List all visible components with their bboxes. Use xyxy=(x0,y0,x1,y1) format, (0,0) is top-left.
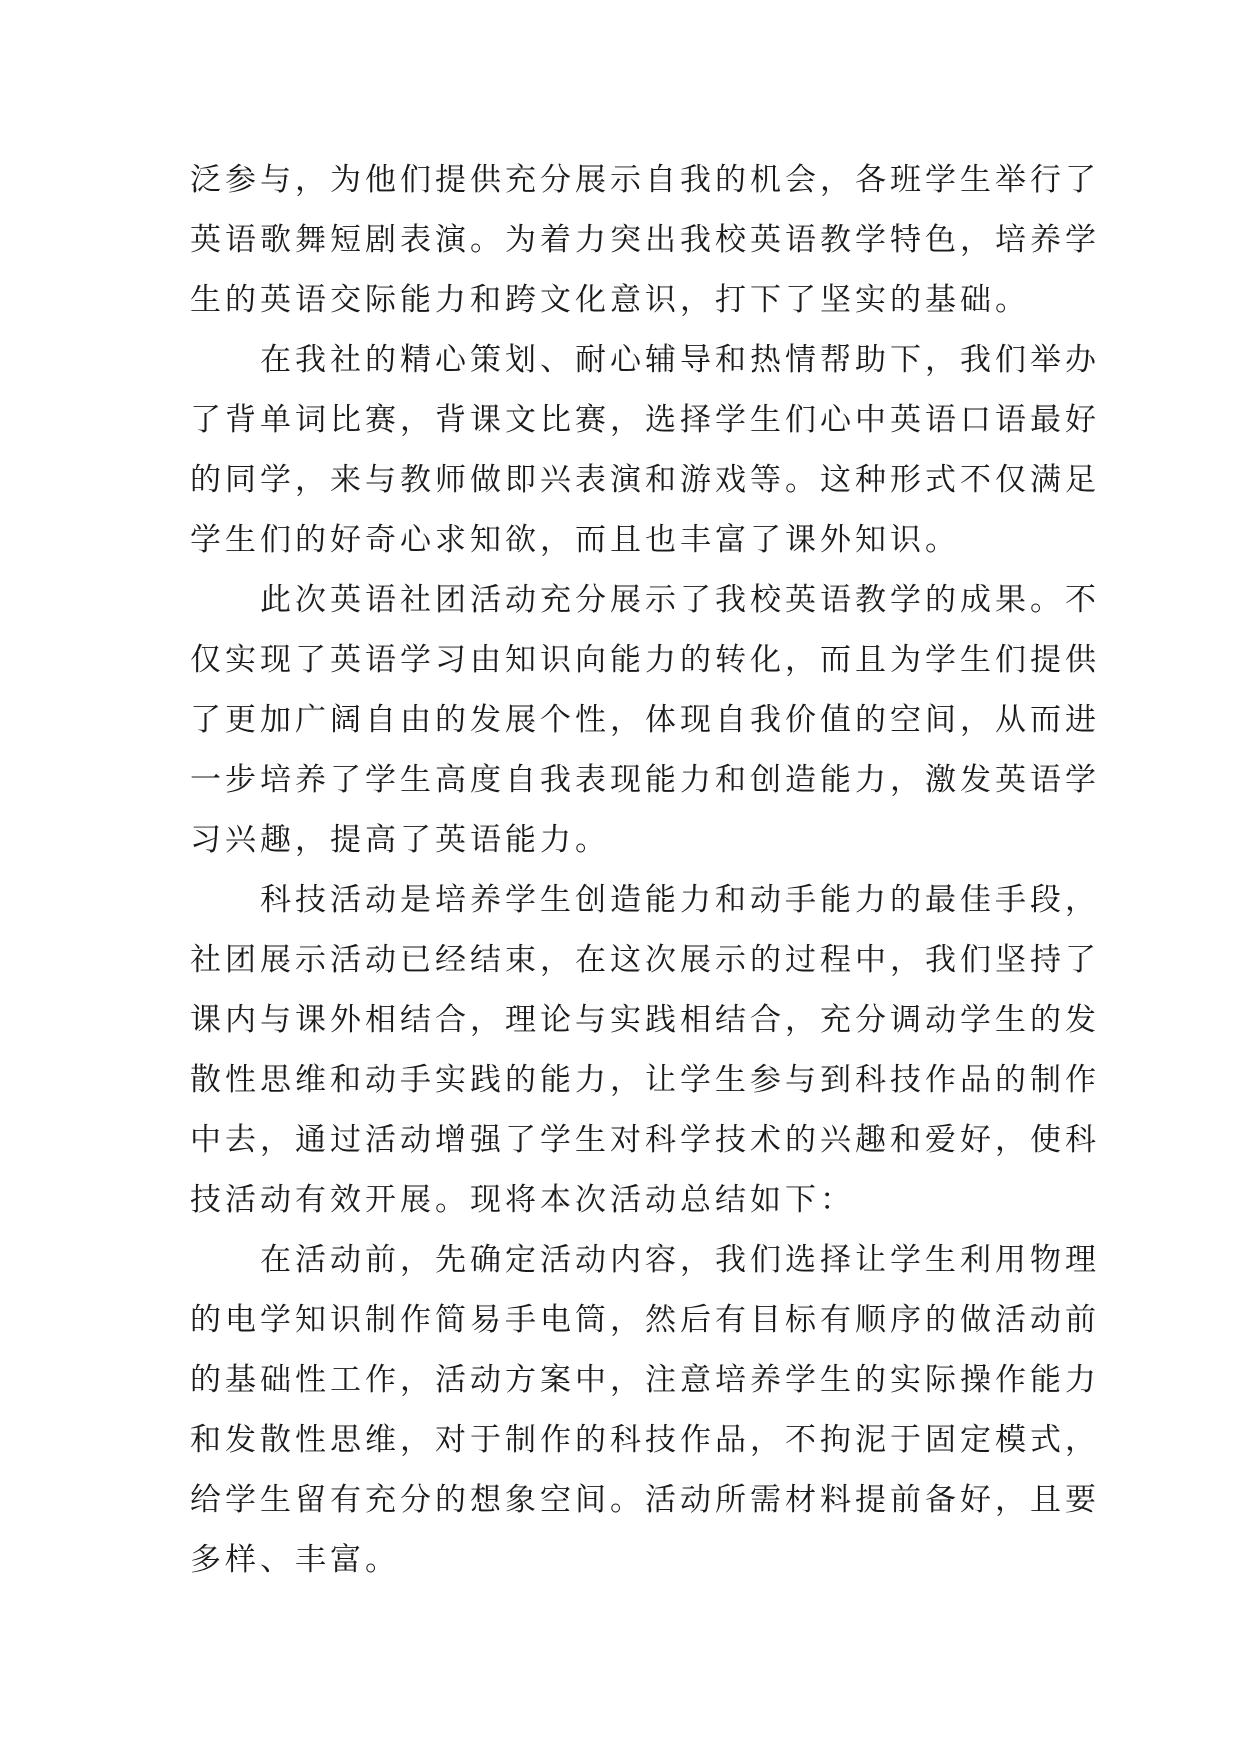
text-line: 习兴趣，提高了英语能力。 xyxy=(190,822,610,858)
text-line: 生的英语交际能力和跨文化意识，打下了坚实的基础。 xyxy=(190,282,1030,318)
text-line: 了更加广阔自由的发展个性，体现自我价值的空间，从而进 xyxy=(190,702,1100,738)
text-line: 社团展示活动已经结束，在这次展示的过程中，我们坚持了 xyxy=(190,942,1100,978)
text-line: 和发散性思维，对于制作的科技作品，不拘泥于固定模式， xyxy=(190,1422,1100,1458)
text-line: 中去，通过活动增强了学生对科学技术的兴趣和爱好，使科 xyxy=(190,1122,1100,1158)
text-line: 在我社的精心策划、耐心辅导和热情帮助下，我们举办 xyxy=(260,342,1100,378)
text-line: 散性思维和动手实践的能力，让学生参与到科技作品的制作 xyxy=(190,1062,1100,1098)
text-line: 多样、丰富。 xyxy=(190,1542,400,1578)
text-line: 给学生留有充分的想象空间。活动所需材料提前备好，且要 xyxy=(190,1482,1100,1518)
text-line: 学生们的好奇心求知欲，而且也丰富了课外知识。 xyxy=(190,522,960,558)
text-line: 的同学，来与教师做即兴表演和游戏等。这种形式不仅满足 xyxy=(190,462,1100,498)
text-line: 仅实现了英语学习由知识向能力的转化，而且为学生们提供 xyxy=(190,642,1100,678)
paragraph-2 xyxy=(190,330,1100,570)
text-line: 泛参与，为他们提供充分展示自我的机会，各班学生举行了 xyxy=(190,162,1100,198)
text-line: 了背单词比赛，背课文比赛，选择学生们心中英语口语最好 xyxy=(190,402,1100,438)
text-line: 在活动前，先确定活动内容，我们选择让学生利用物理 xyxy=(260,1242,1100,1278)
text-line: 技活动有效开展。现将本次活动总结如下： xyxy=(190,1182,855,1218)
paragraph-4 xyxy=(190,870,1100,1230)
paragraph-5 xyxy=(190,1230,1100,1590)
document-body xyxy=(190,150,1100,1590)
paragraph-3 xyxy=(190,570,1100,870)
text-line: 的电学知识制作简易手电筒，然后有目标有顺序的做活动前 xyxy=(190,1302,1100,1338)
text-line: 一步培养了学生高度自我表现能力和创造能力，激发英语学 xyxy=(190,762,1100,798)
text-line: 英语歌舞短剧表演。为着力突出我校英语教学特色，培养学 xyxy=(190,222,1100,258)
text-line: 课内与课外相结合，理论与实践相结合，充分调动学生的发 xyxy=(190,1002,1100,1038)
paragraph-1 xyxy=(190,150,1100,330)
text-line: 的基础性工作，活动方案中，注意培养学生的实际操作能力 xyxy=(190,1362,1100,1398)
text-line: 科技活动是培养学生创造能力和动手能力的最佳手段， xyxy=(260,882,1100,918)
text-line: 此次英语社团活动充分展示了我校英语教学的成果。不 xyxy=(260,582,1100,618)
